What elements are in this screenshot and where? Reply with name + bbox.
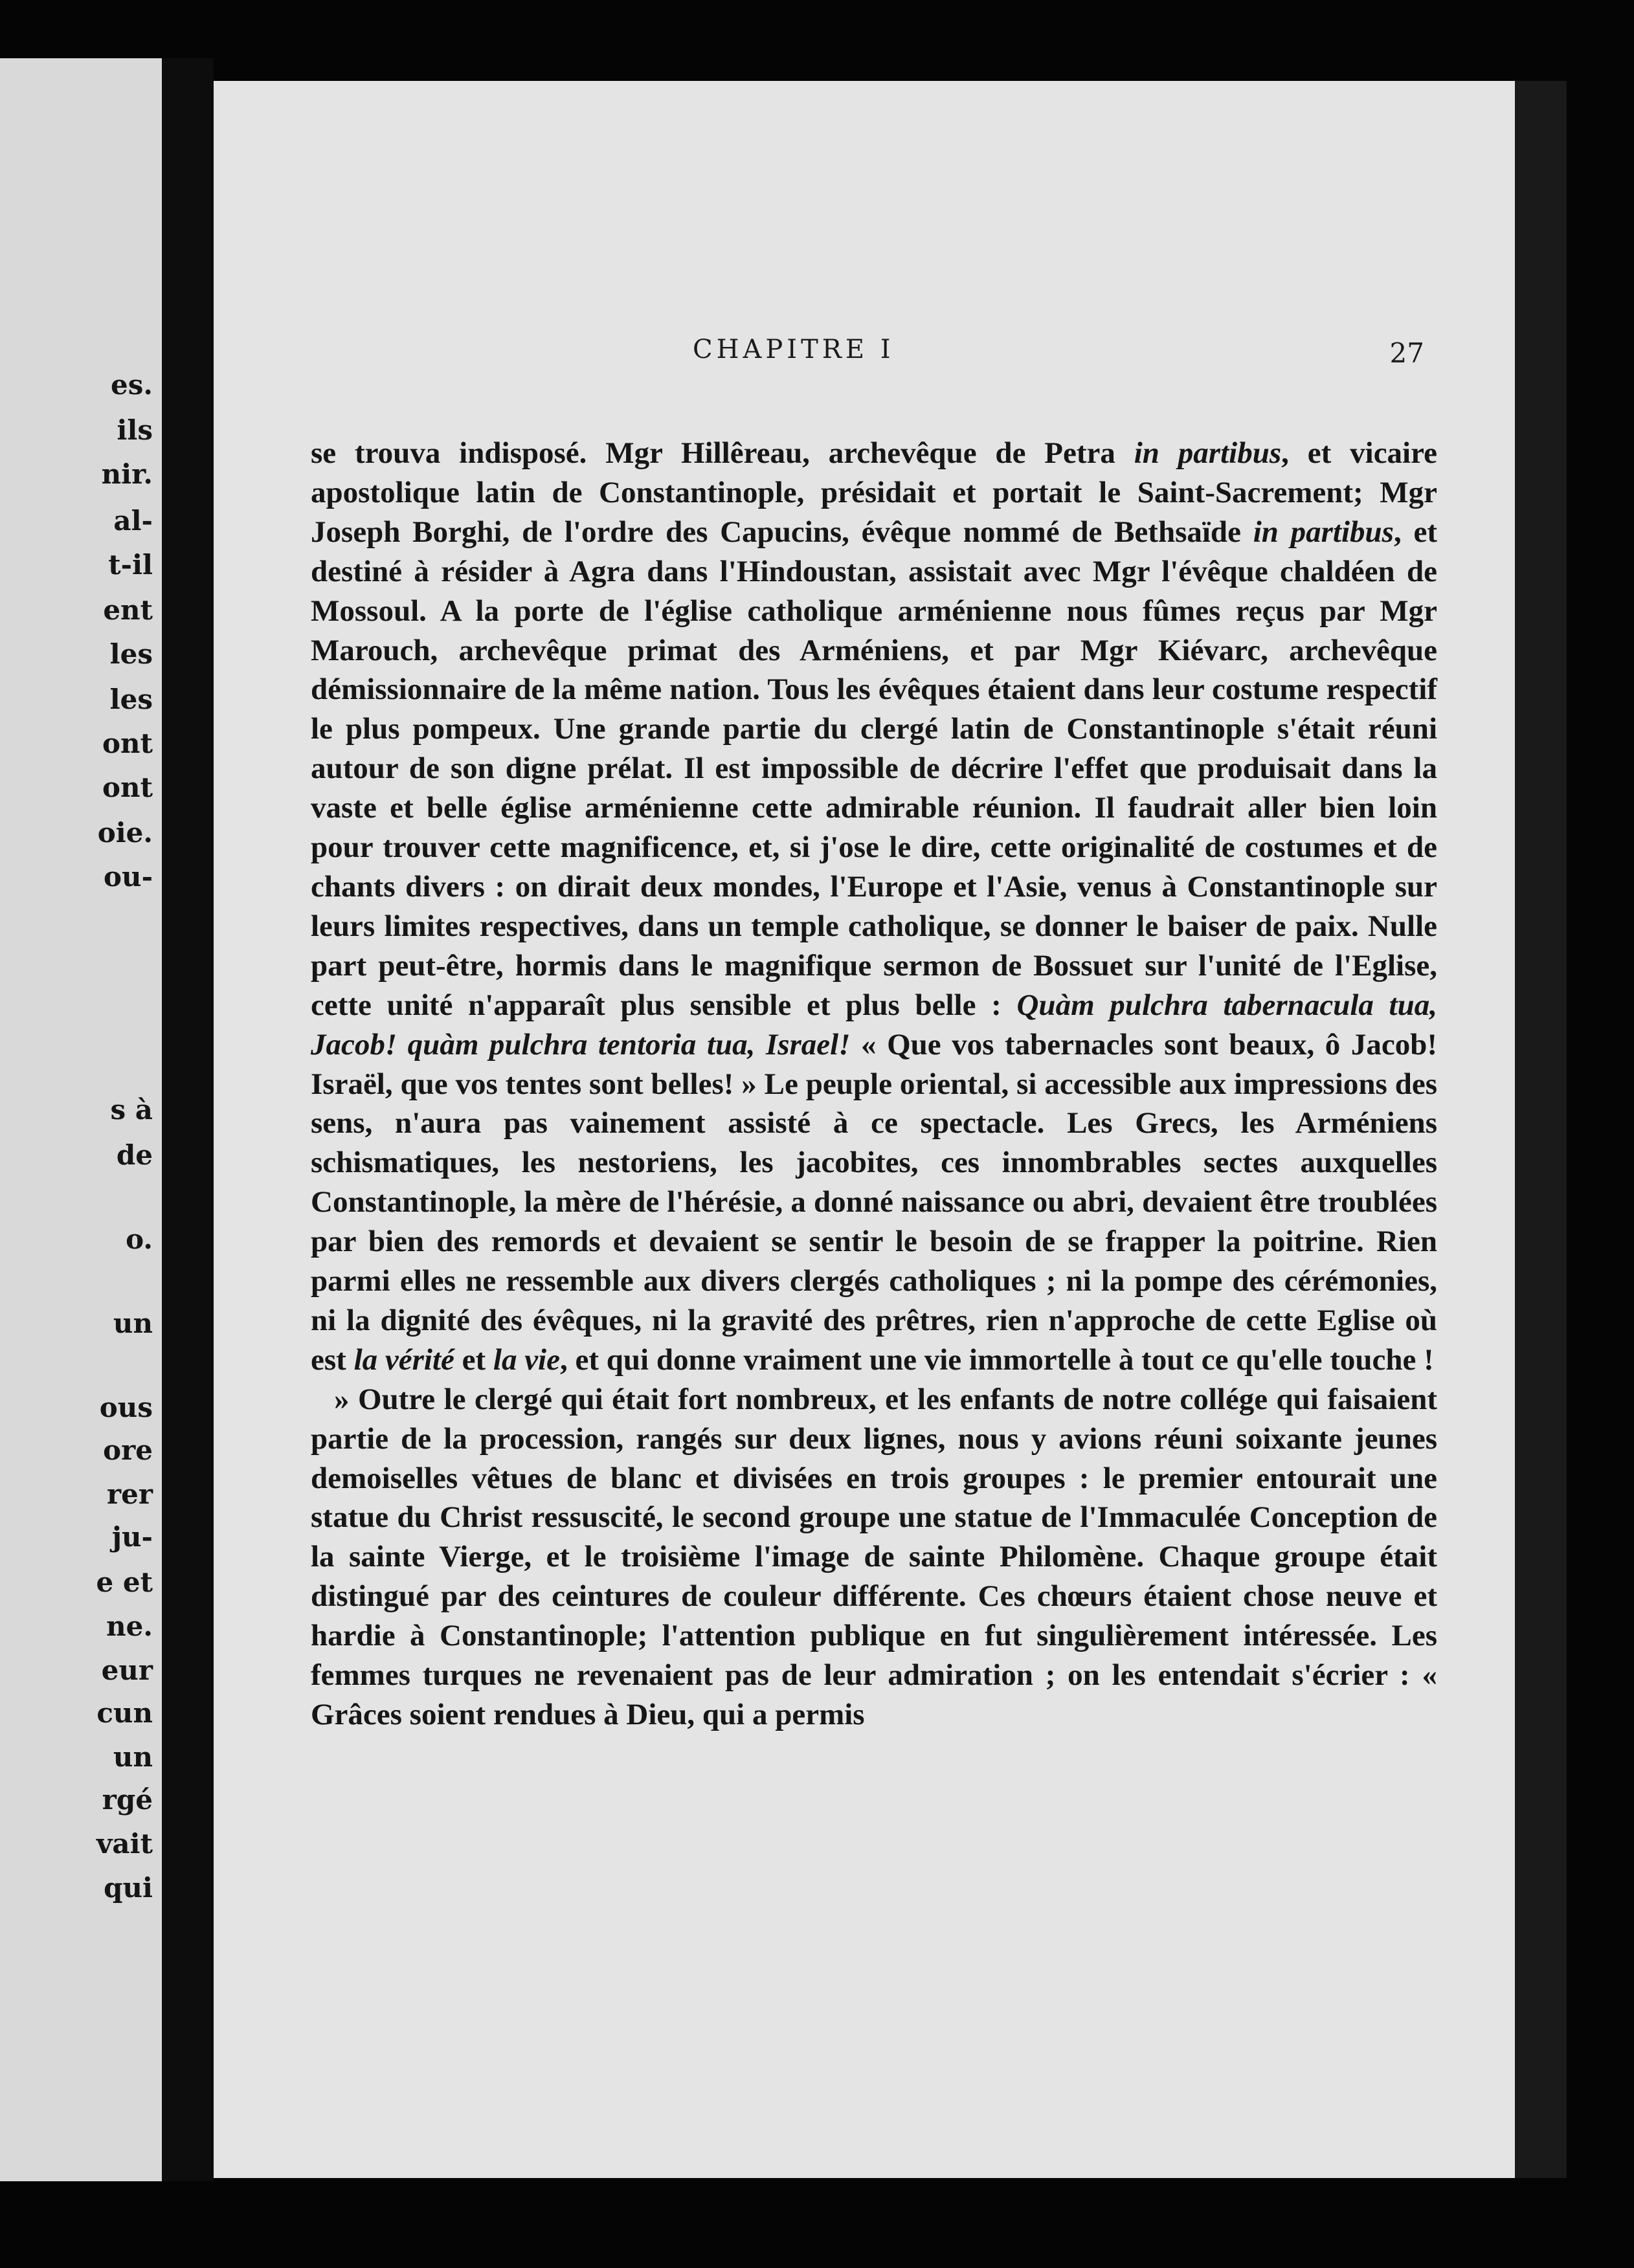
facing-page-edge xyxy=(0,58,162,2181)
facing-page-fragment: ont xyxy=(102,728,153,759)
facing-page-fragment: qui xyxy=(104,1872,153,1904)
facing-page-fragment: vait xyxy=(96,1828,153,1860)
facing-page-fragment: ils xyxy=(117,414,153,446)
text-run: et xyxy=(454,1342,493,1377)
body-text xyxy=(311,434,1437,1735)
facing-page-fragment: s à xyxy=(110,1094,153,1126)
text-run: , et vicaire apostolique latin de Constantinople, présidait et portait le Saint-Sacrement; Mgr Joseph Borghi, de l'ordre des Capucins, évêque nommé de Bethsaïde xyxy=(311,436,1437,549)
facing-page-fragment: les xyxy=(109,638,153,670)
page xyxy=(214,81,1515,2178)
running-head xyxy=(214,320,1515,379)
facing-page-fragment: e et xyxy=(96,1566,153,1598)
text-run: se trouva indisposé. Mgr Hillêreau, archevêque de Petra xyxy=(311,436,1134,470)
facing-page-fragment: eur xyxy=(101,1654,153,1686)
facing-page-fragment: o. xyxy=(126,1223,153,1255)
facing-page-fragment: rgé xyxy=(102,1784,153,1816)
facing-page-fragment: ou- xyxy=(104,861,153,893)
text-run: , et destiné à résider à Agra dans l'Hindoustan, assistait avec Mgr l'évêque chaldéen de Mossoul. A la porte de l'église catholique arménienne nous fûmes reçus par Mgr Marouch, archevêque primat des Arméniens, et par Mgr Kiévarc, archevêque démissionnaire de la même nation. Tous les évêques étaient dans leur costume respectif le plus pompeux. Une grande partie du clergé latin de Constantinople s'était réuni autour de son digne prélat. Il est impossible de décrire l'effet que produisait dans la vaste et belle église arménienne cette admirable réunion. Il faudrait aller bien loin pour trouver cette magnificence, et, si j'ose le dire, cette originalité de costumes et de chants divers : on dirait deux mondes, l'Europe et l'Asie, venus à Constantinople sur leurs limites respectives, dans un temple catholique, se donner le baiser de paix. Nulle part peut-être, hormis dans le magnifique sermon de Bossuet sur l'unité de l'Eglise, cette unité n'apparaît plus sensible et plus belle : xyxy=(311,515,1437,1022)
facing-page-fragment: ju- xyxy=(111,1521,153,1553)
book-gutter xyxy=(162,58,214,2181)
italic-text: la vie xyxy=(493,1342,560,1377)
chapter-title: CHAPITRE I xyxy=(693,335,895,364)
text-run: , et qui donne vraiment une vie immortelle à tout ce qu'elle touche ! xyxy=(559,1342,1434,1377)
italic-text: Quàm pulchra tabernacula tua, Jacob! quàm pulchra tentoria tua, Israel! xyxy=(311,988,1438,1062)
facing-page-fragment: ous xyxy=(99,1392,153,1423)
facing-page-fragment: rer xyxy=(107,1478,153,1510)
facing-page-fragment: ne. xyxy=(106,1610,153,1642)
facing-page-fragment: cun xyxy=(96,1697,153,1729)
text-run: « Que vos tabernacles sont beaux, ô Jacob! Israël, que vos tentes sont belles! » Le peuple oriental, si accessible aux impressions des sens, n'aura pas vainement assisté à ce spectacle. Les Grecs, les Arméniens schismatiques, les nestoriens, les jacobites, ces innombrables sectes auxquelles Constantinople, la mère de l'hérésie, a donné naissance ou abri, devaient être troublées par bien des remords et devaient se sentir le besoin de se frapper la poitrine. Rien parmi elles ne ressemble aux divers clergés catholiques ; ni la pompe des cérémonies, ni la dignité des évêques, ni la gravité des prêtres, rien n'approche de cette Eglise où est xyxy=(311,1027,1437,1377)
facing-page-fragment: ent xyxy=(103,594,153,626)
facing-page-fragment: t-il xyxy=(108,549,153,581)
page-edge-shadow xyxy=(1515,81,1567,2178)
italic-text: in partibus xyxy=(1134,436,1282,470)
italic-text: in partibus xyxy=(1253,515,1394,549)
page-number: 27 xyxy=(1389,337,1424,369)
facing-page-fragment: al- xyxy=(113,505,153,537)
paragraph xyxy=(311,434,1437,1380)
text-run: » Outre le clergé qui était fort nombreux, et les enfants de notre collége qui faisaient partie de la procession, rangés sur deux lignes, nous y avions réuni soixante jeunes demoiselles vêtues de blanc et divisées en trois groupes : le premier entourait une statue du Christ ressuscité, le second groupe une statue de l'Immaculée Conception de la sainte Vierge, et le troisième l'image de sainte Philomène. Chaque groupe était distingué par des ceintures de couleur différente. Ces chœurs étaient chose neuve et hardie à Constantinople; l'attention publique en fut singulièrement intéressée. Les femmes turques ne revenaient pas de leur admiration ; on les entendait s'écrier : « Grâces soient rendues à Dieu, qui a permis xyxy=(311,1382,1437,1731)
italic-text: la vérité xyxy=(353,1342,454,1377)
facing-page-fragment: de xyxy=(116,1139,153,1171)
facing-page-fragment: nir. xyxy=(101,458,153,490)
facing-page-fragment: un xyxy=(113,1741,153,1773)
facing-page-fragment: ore xyxy=(103,1434,153,1466)
facing-page-fragment: un xyxy=(113,1307,153,1339)
paragraph xyxy=(311,1380,1437,1735)
facing-page-fragment: oie. xyxy=(97,817,153,849)
facing-page-fragment: les xyxy=(109,684,153,715)
facing-page-fragment: ont xyxy=(102,772,153,803)
facing-page-fragment: es. xyxy=(111,369,153,401)
